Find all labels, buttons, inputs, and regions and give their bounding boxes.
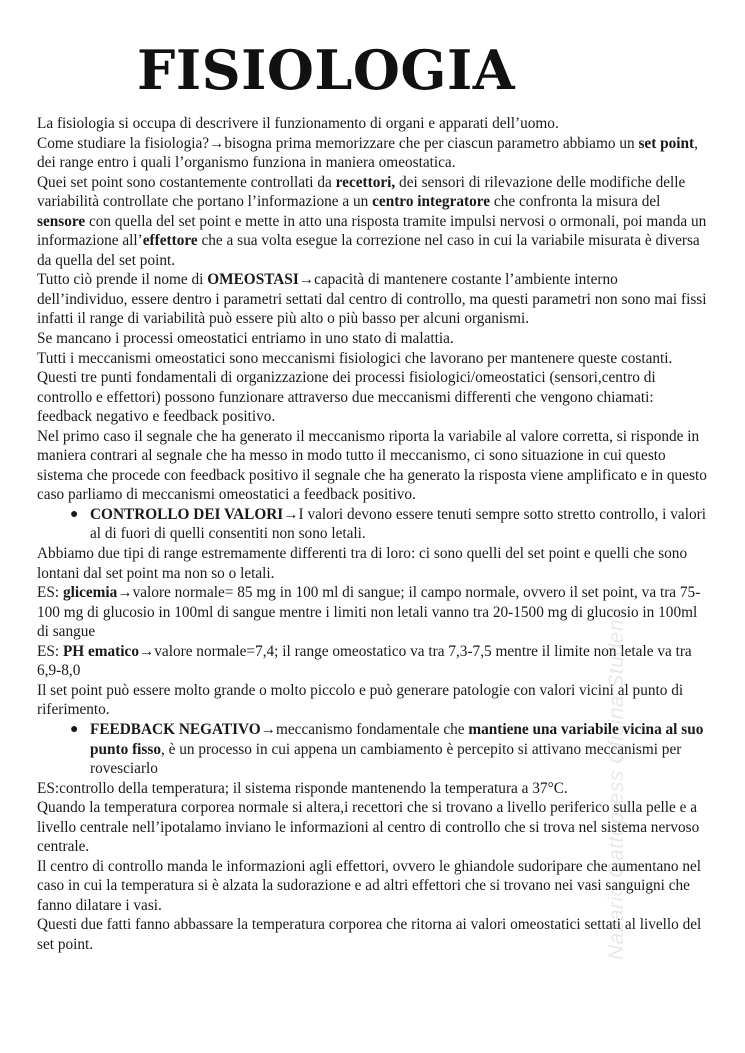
paragraph-receptors: Quei set point sono costantemente controllati da recettori, dei sensori di rilevazione delle modifiche delle variabilità controllate che portano l’informazione a un centro integratore che confronta la misura del sensore con quella del set point e mette in atto una risposta tramite impulsi nervosi o ormonali, poi manda un informazione all’effettore che a sua volta esegue la correzione nel caso in cui la variabile misurata è diversa da quella del set point. bbox=[37, 173, 707, 269]
term-centro-integratore: centro integratore bbox=[372, 193, 491, 211]
paragraph-conclusione: Questi due fatti fanno abbassare la temperatura corporea che ritorna ai valori omeostatici settati al livello del set point. bbox=[37, 916, 702, 953]
watermark: Nazario Gattopress Oficina Studenti bbox=[605, 607, 628, 960]
paragraph-set-point-size: Il set point può essere molto grande o molto piccolo e può generare patologie con valori vicini al punto di riferimento. bbox=[37, 681, 684, 719]
paragraph-feedback-detail: Nel primo caso il segnale che ha generato il meccanismo riporta la variabile al valore corretta, si risponde in maniera contrari al segnale che ha messo in modo tutto il meccanismo, ci sono situazione in cui questo sistema che procede con feedback positivo il segnale che ha generato la risposta viene amplificato e in questo caso parliamo di meccanismi omeostatici a feedback positivo. bbox=[37, 427, 707, 504]
bullet-dot-icon: ● bbox=[70, 721, 79, 737]
paragraph-meccanismi: Tutti i meccanismi omeostatici sono meccanismi fisiologici che lavorano per mantenere queste costanti. bbox=[37, 349, 673, 367]
term-recettori: recettori, bbox=[335, 173, 396, 191]
term-sensore: sensore bbox=[37, 212, 86, 230]
term-glicemia: glicemia bbox=[62, 584, 118, 602]
paragraph-range: Abbiamo due tipi di range estremamente differenti tra di loro: ci sono quelli del set point e quelli che sono lontani dal set point ma non so o letali. bbox=[37, 545, 688, 582]
paragraph-glicemia: ES: glicemia→valore normale= 85 mg in 100 ml di sangue; il campo normale, ovvero il set point, va tra 75-100 mg di glucosio in 100ml di sangue mentre i limiti non letali vanno tra 20-1500 mg di glucosio in 100ml di sangue bbox=[37, 584, 701, 641]
bullet-controllo-valori: ● CONTROLLO DEI VALORI→I valori devono essere tenuti sempre sotto stretto controllo, i valori al di fuori di quelli consentiti non sono letali. bbox=[70, 505, 706, 543]
paragraph-centro-controllo: Il centro di controllo manda le informazioni agli effettori, ovvero le ghiandole sudoripare che aumentano nel caso in cui la temperatura si è alzata la sudorazione e ad altri effettori che si trovano nei vasi sanguigni che fanno dilatare i vasi. bbox=[37, 857, 702, 914]
paragraph-temperatura: ES:controllo della temperatura; il sistema risponde mantenendo la temperatura a 37°C. bbox=[37, 779, 568, 797]
term-set-point: set point bbox=[638, 134, 695, 152]
paragraph-intro: La fisiologia si occupa di descrivere il funzionamento di organi e apparati dell’uomo. bbox=[37, 115, 559, 132]
paragraph-recettori-temp: Quando la temperatura corporea normale si altera,i recettori che si trovano a livello periferico sulla pelle e a livello centrale nell’ipotalamo inviano le informazioni al centro di controllo che si trova nel sistema nervoso centrale. bbox=[37, 799, 700, 856]
term-ph-ematico: PH ematico bbox=[62, 642, 139, 660]
paragraph-ph: ES: PH ematico→valore normale=7,4; il range omeostatico va tra 7,3-7,5 mentre il limite non letale va tra 6,9-8,0 bbox=[37, 642, 692, 680]
term-feedback-negativo: FEEDBACK NEGATIVO bbox=[90, 720, 261, 738]
bullet-feedback-negativo: ● FEEDBACK NEGATIVO→meccanismo fondamentale che mantiene una variabile vicina al suo punto fisso, è un processo in cui appena un cambiamento è percepito si attivano meccanismi per rovesciarlo bbox=[70, 720, 704, 778]
term-mantiene-variabile: mantiene una variabile vicina al suo punto fisso bbox=[90, 720, 704, 758]
page-title: FISIOLOGIA bbox=[137, 38, 516, 102]
term-effettore: effettore bbox=[142, 232, 198, 250]
paragraph-malattia: Se mancano i processi omeostatici entriamo in uno stato di malattia. bbox=[37, 330, 454, 348]
term-controllo-valori: CONTROLLO DEI VALORI bbox=[90, 505, 284, 523]
paragraph-omeostasi: Tutto ciò prende il nome di OMEOSTASI→capacità di mantenere costante l’ambiente interno dell’individuo, essere dentro i parametri settati dal centro di controllo, ma questi parametri non sono mai fissi infatti il range di variabilità può essere più alto o più basso per alcuni organismi. bbox=[37, 271, 707, 328]
bullet-dot-icon: ● bbox=[70, 506, 79, 522]
paragraph-study: Come studiare la fisiologia?→bisogna prima memorizzare che per ciascun parametro abbiamo un set point, dei range entro i quali l’organismo funziona in maniera omeostatica. bbox=[37, 134, 698, 172]
term-omeostasi: OMEOSTASI bbox=[207, 271, 299, 289]
paragraph-feedback-intro: Questi tre punti fondamentali di organizzazione dei processi fisiologici/omeostatici (sensori,centro di controllo e effettori) possono funzionare attraverso due meccanismi differenti che vengono chiamati: feedback negativo e feedback positivo. bbox=[37, 369, 656, 426]
